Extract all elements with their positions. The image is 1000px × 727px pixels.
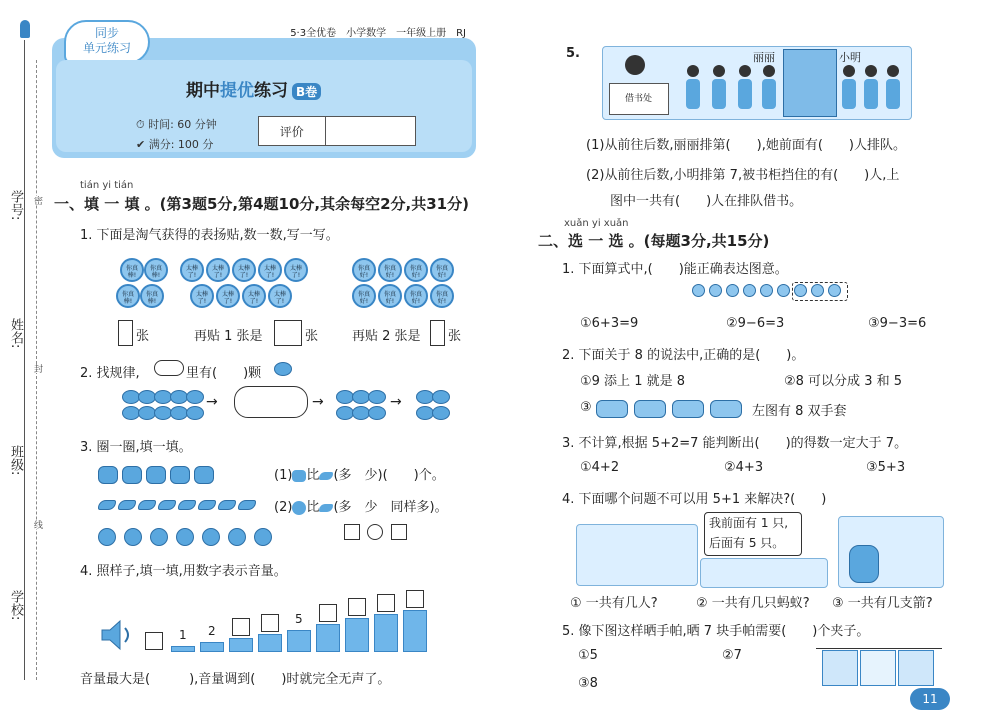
person-head [713,65,725,77]
praise-sticker: 你真棒! [144,258,168,282]
volume-bar [171,646,195,652]
answer-box[interactable] [348,598,366,616]
series-label: 5·3全优卷 小学数学 一年级上册 RJ [290,28,466,39]
desk-sign: 借书处 [625,94,653,104]
praise-sticker: 你真棒! [140,284,164,308]
section1-pinyin: tián yi tián [80,180,134,191]
handkerchief [860,650,896,686]
praise-sticker: 太棒了! [268,284,292,308]
apple-icon [292,470,306,482]
volume-chip: B卷 [292,83,321,100]
apple-icon [170,466,190,484]
apple-icon [146,466,166,484]
s2-q2-text: 2. 下面关于 8 的说法中,正确的是( )。 [562,348,805,363]
binding-line [24,40,25,680]
s2-q3-opt3[interactable]: ③5+3 [866,460,906,475]
s2-q1-opt3[interactable]: ③9−3=6 [868,316,927,331]
s2-q5-opt2[interactable]: ②7 [722,648,742,663]
children-group-image [576,524,698,586]
radish-icon [176,528,194,546]
s2-q3-opt2[interactable]: ②4+3 [724,460,764,475]
handkerchief [898,650,934,686]
library-queue-image [602,46,912,120]
volume-value: 1 [179,628,187,642]
carrot-icon [98,500,116,510]
cut-mark-xian: 线 [32,520,42,529]
radish-icon [150,528,168,546]
q3-text: 3. 圈一圈,填一填。 [80,440,192,455]
person-body [738,79,752,109]
s2-q3-opt1[interactable]: ①4+2 [580,460,620,475]
s2-q1-text: 1. 下面算式中,( )能正确表达图意。 [562,262,788,277]
lili-label: 丽丽 [753,51,775,64]
answer-box[interactable] [319,604,337,622]
person-head [887,65,899,77]
answer-box[interactable] [391,524,407,540]
s2-q3-text: 3. 不计算,根据 5+2=7 能判断出( )的得数一定大于 7。 [562,436,908,451]
evaluation-label: 评价 [259,117,326,145]
praise-sticker: 你真好! [378,284,402,308]
dashed-bead-group [792,282,848,301]
praise-sticker: 太棒了! [180,258,204,282]
volume-bar [200,642,224,652]
answer-box[interactable] [406,590,424,608]
strawberry-icon [368,390,386,404]
q1-again2: 再贴 2 张是 [352,329,421,344]
rocket-icon [20,20,30,38]
evaluation-field[interactable] [326,117,415,145]
answer-box[interactable] [344,524,360,540]
praise-sticker: 你真好! [430,284,454,308]
q1-unit: 张 [136,329,150,344]
time-info: ⏱ 时间: 60 分钟 [136,118,217,131]
glove-pair-icon [710,400,742,418]
s2-q4-opt1[interactable]: ① 一共有几人? [570,596,658,611]
person-body [686,79,700,109]
apple-icon [98,466,118,484]
s2-q1-opt2[interactable]: ②9−6=3 [726,316,785,331]
s2-q2-opt2[interactable]: ②8 可以分成 3 和 5 [784,374,902,389]
praise-sticker: 你真好! [404,284,428,308]
carrot-icon [319,472,333,480]
radish-icon [292,501,306,515]
person-head [865,65,877,77]
q5-line2: (2)从前往后数,小明排第 7,被书柜挡住的有( )人,上 [586,168,900,183]
volume-value: 2 [208,624,216,638]
q3a-text: (1) 比 (多 少)( )个。 [274,468,445,483]
s2-q4-opt3[interactable]: ③ 一共有几支箭? [832,596,933,611]
class-label: 班级: [8,445,23,476]
full-score-info: ✔ 满分: 100 分 [136,138,214,151]
praise-sticker: 太棒了! [232,258,256,282]
carrot-icon [138,500,156,510]
person-head [763,65,775,77]
s2-q4-opt2[interactable]: ② 一共有几只蚂蚁? [696,596,810,611]
radish-icon [228,528,246,546]
q2-text: 2. 找规律, [80,366,140,381]
header-inner [56,60,472,152]
q5-line1: (1)从前往后数,丽丽排第( ),她前面有( )人排队。 [586,138,906,153]
apple-icon [122,466,142,484]
s2-q1-opt1[interactable]: ①6+3=9 [580,316,639,331]
q5-number: 5. [566,46,580,61]
carrot-icon [238,500,256,510]
volume-bar [258,634,282,652]
section2-title: 二、选 一 选 。(每题3分,共15分) [538,232,770,250]
s2-q5-text: 5. 像下图这样晒手帕,晒 7 块手帕需要( )个夹子。 [562,624,870,639]
radish-icon [254,528,272,546]
carrot-icon [178,500,196,510]
ants-image [700,558,828,588]
handkerchief-image [816,642,942,688]
volume-bar [316,624,340,652]
page-title: 期中提优练习 B卷 [186,76,321,101]
q1-text: 1. 下面是淘气获得的表扬贴,数一数,写一写。 [80,228,339,243]
arrow-icon: → [312,394,324,410]
praise-sticker: 你真好! [352,258,376,282]
strawberry-icon [432,390,450,404]
praise-sticker: 太棒了! [216,284,240,308]
cut-mark-feng: 封 [32,364,42,373]
bead [743,284,756,297]
volume-bar [229,638,253,652]
q4-end: 音量最大是( ),音量调到( )时就完全无声了。 [80,672,391,687]
s2-q2-opt1[interactable]: ①9 添上 1 就是 8 [580,374,685,389]
q2-mid: 里有( )颗 [186,366,262,381]
header-card [52,26,476,158]
praise-sticker: 你真棒! [116,284,140,308]
q3b-text: (2) 比 (多 少 同样多)。 [274,500,448,515]
person-body [864,79,878,109]
praise-sticker: 你真好! [352,284,376,308]
person-head [843,65,855,77]
praise-sticker: 你真好! [378,258,402,282]
person-body [886,79,900,109]
carrot-icon [158,500,176,510]
answer-cloud[interactable] [234,386,308,418]
apple-icon [194,466,214,484]
person-body [842,79,856,109]
praise-sticker: 太棒了! [190,284,214,308]
bead [709,284,722,297]
strawberry-icon [186,390,204,404]
praise-sticker: 你真棒! [120,258,144,282]
s2-q5-opt3[interactable]: ③8 [578,676,598,691]
bookshelf-icon [783,49,837,117]
unit-practice-badge: 同步 单元练习 [64,20,150,64]
volume-value: 5 [295,612,303,626]
s2-q2-opt3[interactable]: ③ [580,400,592,415]
q1-again1: 再贴 1 张是 [194,329,263,344]
volume-bar [374,614,398,652]
page-number: 11 [910,688,950,710]
q1-unit: 张 [305,329,319,344]
q5-line3: 图中一共有( )人在排队借书。 [610,194,803,209]
praise-sticker: 太棒了! [258,258,282,282]
glove-pair-icon [672,400,704,418]
radish-icon [202,528,220,546]
person-body [712,79,726,109]
answer-box[interactable] [377,594,395,612]
strawberry-icon [432,406,450,420]
s2-q5-opt1[interactable]: ①5 [578,648,598,663]
school-label: 学校: [8,590,23,621]
s2-q2-opt3-text: 左图有 8 双手套 [752,404,847,419]
vase-icon [849,545,879,583]
ant-speech-bubble: 我前面有 1 只, 后面有 5 只。 [704,512,802,556]
bead [777,284,790,297]
praise-sticker: 太棒了! [242,284,266,308]
librarian [625,55,645,75]
xiaoming-label: 小明 [839,51,861,64]
strawberry-icon [186,406,204,420]
praise-sticker: 太棒了! [206,258,230,282]
person-head [739,65,751,77]
strawberry-icon [368,406,386,420]
glove-pair-icon [596,400,628,418]
answer-box[interactable] [118,320,133,346]
glove-pair-icon [634,400,666,418]
radish-icon [98,528,116,546]
carrot-icon [319,504,333,512]
bead [692,284,705,297]
volume-bar [287,630,311,652]
volume-bar [403,610,427,652]
carrot-icon [218,500,236,510]
q1-unit: 张 [448,329,462,344]
answer-circle[interactable] [367,524,383,540]
volume-bar [345,618,369,652]
clothesline [816,648,942,649]
section2-pinyin: xuǎn yi xuǎn [564,218,629,229]
answer-box[interactable] [430,320,445,346]
praise-sticker: 你真好! [404,258,428,282]
strawberry-icon [274,362,292,376]
cloud-icon [154,360,184,376]
person-head [687,65,699,77]
answer-box[interactable] [232,618,250,636]
praise-sticker: 太棒了! [284,258,308,282]
bead [726,284,739,297]
cut-mark-mi: 密 [32,196,42,205]
radish-icon [124,528,142,546]
speaker-icon [100,618,136,652]
s2-q4-text: 4. 下面哪个问题不可以用 5+1 来解决?( ) [562,492,827,507]
answer-box[interactable] [261,614,279,632]
carrot-icon [118,500,136,510]
arrows-vase-image [838,516,944,588]
handkerchief [822,650,858,686]
name-label: 姓名: [8,318,23,349]
section1-title: 一、填 一 填 。(第3题5分,第4题10分,其余每空2分,共31分) [54,195,469,213]
student-no-label: 学号: [8,190,23,221]
carrot-icon [198,500,216,510]
answer-box[interactable] [274,320,302,346]
arrow-icon: → [206,394,218,410]
bead [760,284,773,297]
person-body [762,79,776,109]
answer-box[interactable] [145,632,163,650]
q4-text: 4. 照样子,填一填,用数字表示音量。 [80,564,287,579]
arrow-icon: → [390,394,402,410]
praise-sticker: 你真好! [430,258,454,282]
evaluation-box[interactable] [258,116,416,146]
